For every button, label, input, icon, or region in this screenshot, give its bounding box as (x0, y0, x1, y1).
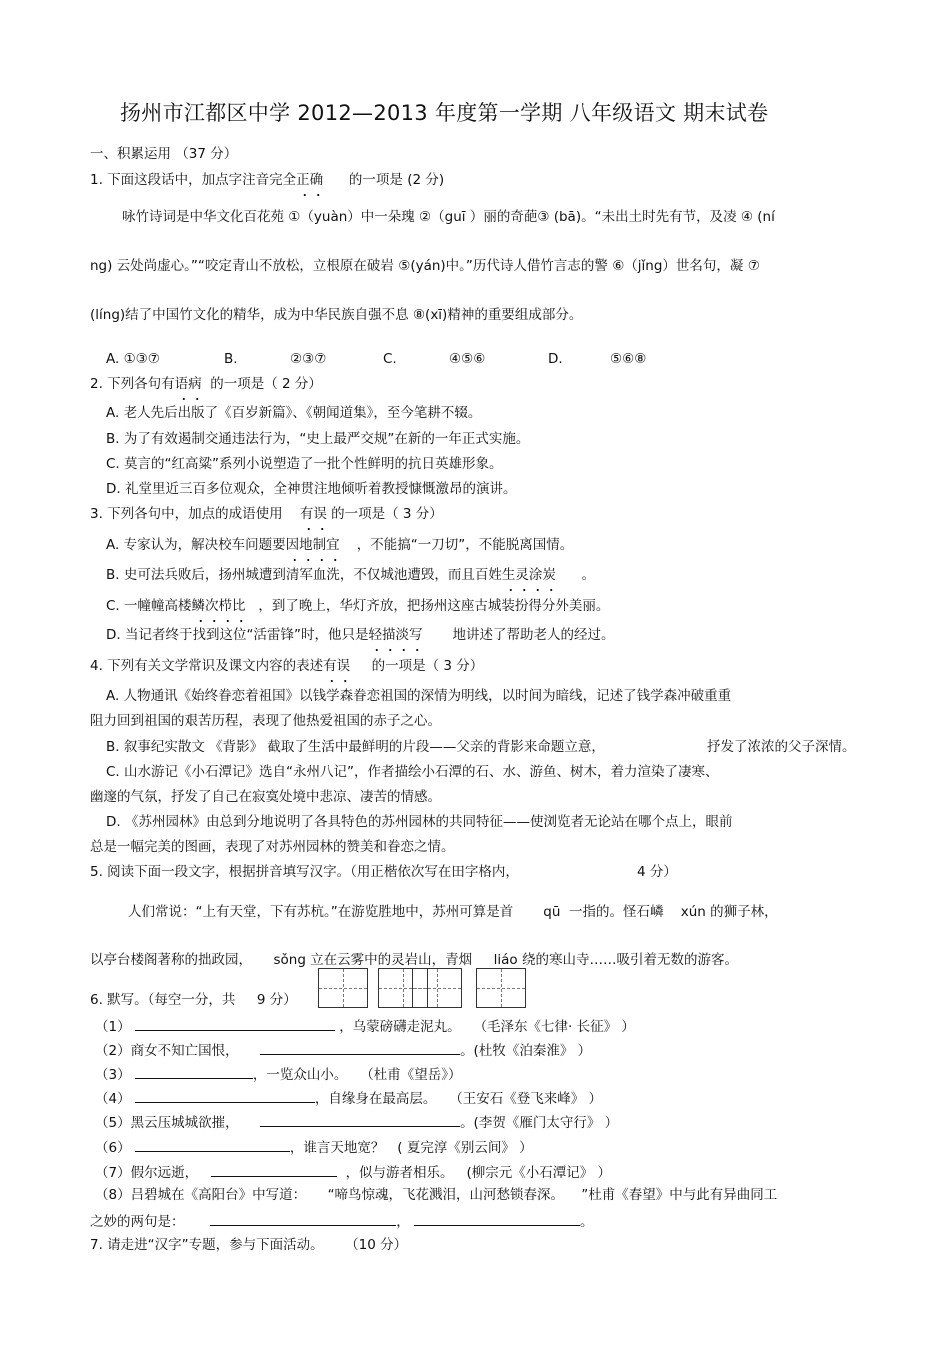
answer-grid-box-3[interactable] (412, 968, 462, 1008)
dotted-text: 语病 (174, 376, 202, 392)
q5-stem: 5. 阅读下面一段文字，根据拼音填写汉字。（用正楷依次写在田字格内， (90, 864, 519, 880)
answer-blank[interactable] (260, 1040, 460, 1055)
answer-blank[interactable] (135, 1016, 335, 1031)
q4-option-c-line-2: 幽邃的气氛，抒发了自己在寂寞处境中悲凉、凄苦的情感。 (90, 789, 441, 805)
q3-option-d: D. 当记者终于找到这位“活雷锋”时，他只是轻描淡写 地讲述了帮助老人的经过。 (106, 627, 615, 643)
q6-line-7: （7）假尔远逝， ，似与游者相乐。 (柳宗元《小石潭记》 ） (95, 1162, 611, 1182)
q4-option-c-line-1: C. 山水游记《小石潭记》选自“永州八记”，作者描绘小石潭的石、水、游鱼、树木，着力渲染了凄寒、 (106, 764, 719, 780)
q4-option-a-line-2: 阻力回到祖国的艰苦历程，表现了他热爱祖国的赤子之心。 (90, 713, 441, 729)
q6-line-6: （6） ，谁言天地宽？ ( 夏完淳《别云间》 ） (95, 1137, 533, 1157)
answer-blank[interactable] (135, 1088, 315, 1103)
q4-stem: 4. 下列有关文学常识及课文内容的表述有误 的一项是（ 3 分） (90, 658, 484, 674)
answer-grid-box-1[interactable] (318, 968, 368, 1008)
answer-blank[interactable] (260, 1112, 460, 1127)
pinyin: qū (543, 904, 561, 920)
q6-line-5: （5）黑云压城城欲摧， 。(李贺《雁门太守行》 ） (95, 1112, 618, 1132)
q3-option-b: B. 史可法兵败后，扬州城遭到清军血洗，不仅城池遭毁，而且百姓生灵涂炭 。 (106, 567, 596, 583)
dotted-text: 轻描淡写 (368, 627, 423, 643)
q4-option-b-line-1: B. 叙事纪实散文 《背影》 截取了生活中最鲜明的片段——父亲的背影来命题立意， (106, 739, 605, 755)
dotted-text: 正确 (296, 172, 324, 188)
q6-line-3: （3） ，一览众山小。 （杜甫《望岳》） (95, 1064, 462, 1084)
pinyin: liáo (493, 952, 518, 968)
section-heading: 一、积累运用 （37 分） (90, 146, 238, 162)
q6-line-1: （1） ，乌蒙磅礴走泥丸。 （毛泽东《七律· 长征》 ） (95, 1016, 635, 1036)
q5-passage-line-1: 人们常说：“上有天堂，下有苏杭。”在游览胜地中，苏州可算是首 qū 一指的。怪石嶙 xún 的狮子林， (128, 904, 778, 920)
q6-line-8: （8）吕碧城在《高阳台》中写道： “啼鸟惊魂，飞花溅泪，山河愁锁春深。 ”杜甫《春望》中与此有异曲同工 (95, 1187, 778, 1203)
q3-option-a: A. 专家认为，解决校车问题要因地制宜 ，不能搞“一刀切”，不能脱离国情。 (106, 537, 574, 553)
q1-option-d: ⑤⑥⑧ (610, 351, 647, 367)
q2-option-c: C. 莫言的“红高粱”系列小说塑造了一批个性鲜明的抗日英雄形象。 (106, 456, 503, 472)
q4-option-b-line-2: 抒发了浓浓的父子深情。 (707, 739, 856, 755)
q1-option-b: ②③⑦ (290, 351, 327, 367)
q1-option-c: ④⑤⑥ (449, 351, 486, 367)
q1-option-c-label: C. (383, 351, 397, 367)
answer-blank[interactable] (211, 1162, 337, 1177)
pinyin: sǒng (273, 952, 306, 968)
q2-option-a: A. 老人先后出版了《百岁新篇》、《朝闻道集》，至今笔耕不辍。 (106, 405, 482, 421)
q5-score: 4 分） (637, 864, 677, 880)
answer-blank[interactable] (414, 1211, 580, 1226)
answer-blank[interactable] (135, 1137, 290, 1152)
q6-line-4: （4） ，自缘身在最高层。 （王安石《登飞来峰》 ） (95, 1088, 602, 1108)
q4-option-a-line-1: A. 人物通讯《始终眷恋着祖国》以钱学森眷恋祖国的深情为明线，以时间为暗线，记述了钱学森冲破重重 (106, 688, 732, 704)
q6-stem: 6. 默写。（每空一分，共 9 分） (90, 992, 297, 1008)
q1-option-b-label: B. (224, 351, 238, 367)
q3-stem: 3. 下列各句中，加点的成语使用 有误 的一项是（ 3 分） (90, 506, 443, 522)
q4-option-d-line-1: D. 《苏州园林》由总到分地说明了各具特色的苏州园林的共同特征——使浏览者无论站在哪个点上，眼前 (106, 814, 733, 830)
answer-blank[interactable] (210, 1211, 396, 1226)
dotted-text: 生灵涂炭 (501, 567, 556, 583)
answer-blank[interactable] (135, 1064, 253, 1079)
q2-option-b: B. 为了有效遏制交通违法行为，“史上最严交规”在新的一年正式实施。 (106, 431, 530, 447)
q1-stem: 1. 下面这段话中，加点字注音完全正确 的一项是 (2 分) (90, 172, 445, 188)
q1-option-d-label: D. (548, 351, 563, 367)
pinyin: xún (680, 904, 706, 920)
page-title: 扬州市江都区中学 2012—2013 年度第一学期 八年级语文 期末试卷 (120, 101, 769, 125)
q6-line-9: 之妙的两句是： ， 。 (90, 1211, 594, 1231)
q1-option-a: A. ①③⑦ (106, 351, 160, 367)
q6-line-2: （2）商女不知亡国恨， 。(杜牧《泊秦淮》 ） (95, 1040, 591, 1060)
dotted-text: 有误 (299, 506, 327, 522)
q3-option-c: C. 一幢幢高楼鳞次栉比 ，到了晚上，华灯齐放，把扬州这座古城装扮得分外美丽。 (106, 598, 610, 614)
q1-passage-line-3: (líng)结了中国竹文化的精华，成为中华民族自强不息 ⑧(xī)精神的重要组成部分。 (90, 307, 583, 323)
q7-stem: 7. 请走进“汉字”专题，参与下面活动。 （10 分） (90, 1237, 408, 1253)
q1-passage-line-2: ng) 云处尚虚心。”“咬定青山不放松，立根原在破岩 ⑤(yán)中。”历代诗人借竹言志的警 ⑥（jǐng）世名句，凝 ⑦ (90, 258, 760, 274)
dotted-text: 有误 (323, 658, 351, 674)
q5-passage-line-2: 以亭台楼阁著称的拙政园， sǒng 立在云雾中的灵岩山，青烟 liáo 绕的寒山寺……吸引着无数的游客。 (90, 952, 738, 968)
q4-option-d-line-2: 总是一幅完美的图画，表现了对苏州园林的赞美和眷恋之情。 (90, 839, 455, 855)
q2-option-d: D. 礼堂里近三百多位观众，全神贯注地倾听着教授慷慨激昂的演讲。 (106, 481, 517, 497)
dotted-text: 因地制宜 (285, 537, 340, 553)
dotted-text: 鳞次栉比 (191, 598, 246, 614)
q1-passage-line-1: 咏竹诗词是中华文化百花苑 ①（yuàn）中一朵瑰 ②（guī ）丽的奇葩③ (bā)。“未出土时先有节，及凌 ④ (ní (122, 209, 775, 225)
q2-stem: 2. 下列各句有语病 的一项是（ 2 分） (90, 376, 322, 392)
answer-grid-box-4[interactable] (476, 968, 526, 1008)
